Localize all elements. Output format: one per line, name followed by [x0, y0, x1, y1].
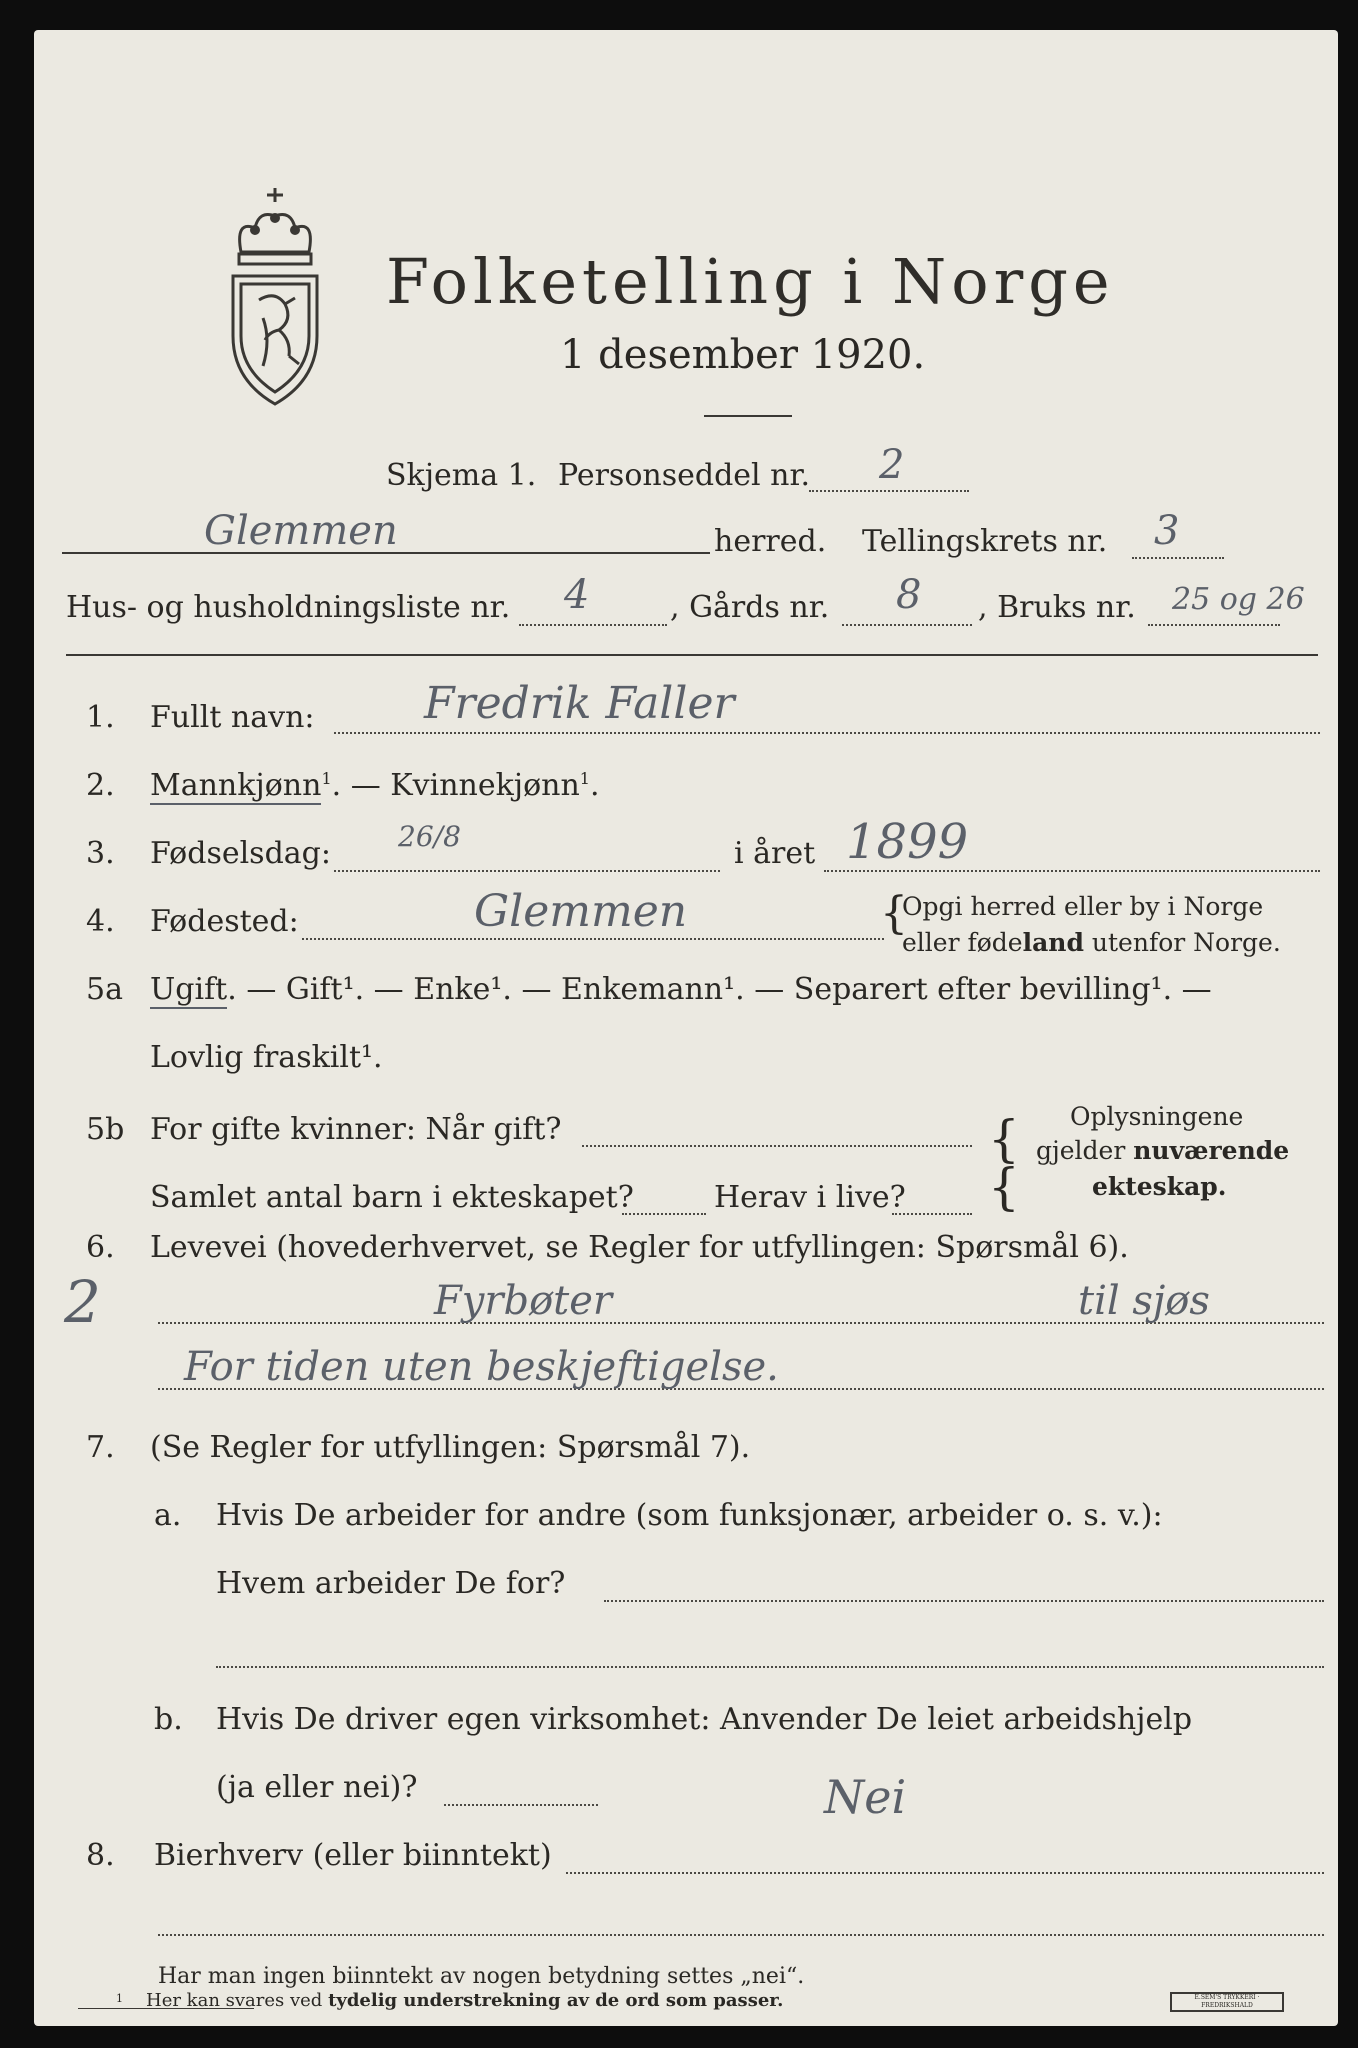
- q4-number: 4.: [86, 904, 115, 939]
- q1-number: 1.: [86, 700, 115, 735]
- q3-number: 3.: [86, 836, 115, 871]
- q5b-married-label: For gifte kvinner: Når gift?: [150, 1112, 562, 1147]
- herred-value: Glemmen: [204, 508, 398, 554]
- occupation-value-cont: til sjøs: [1078, 1278, 1210, 1324]
- nei-instruction: Har man ingen biinntekt av nogen betydning settes „nei“.: [158, 1964, 805, 1989]
- personseddel-value: 2: [879, 442, 905, 488]
- section-divider: [66, 654, 1318, 656]
- q5a-line2: Lovlig fraskilt¹.: [150, 1040, 383, 1075]
- q7a-employer-label: Hvem arbeider De for?: [216, 1566, 566, 1601]
- q4-label: Fødested:: [150, 904, 299, 939]
- census-date: 1 desember 1920.: [560, 332, 926, 378]
- q7-label: (Se Regler for utfyllingen: Spørsmål 7).: [150, 1430, 751, 1465]
- q7b-value: Nei: [824, 1770, 907, 1824]
- q3-year-label: i året: [734, 836, 816, 871]
- q5a-marital-options: Ugift. — Gift¹. — Enke¹. — Enkemann¹. — Separert efter bevilling¹. —: [150, 972, 1212, 1007]
- q6-number: 6.: [86, 1230, 115, 1265]
- q7b-yesno-label: (ja eller nei)?: [216, 1770, 418, 1805]
- q3-label: Fødselsdag:: [150, 836, 331, 871]
- q5b-note-line1: Oplysningene: [1070, 1102, 1244, 1131]
- tellingskrets-label: Tellingskrets nr.: [862, 524, 1108, 559]
- occupation-value: Fyrbøter: [434, 1278, 613, 1324]
- female-option: Kvinnekjønn: [390, 768, 580, 803]
- birth-year-value: 1899: [846, 814, 969, 870]
- q6-margin-mark: 2: [64, 1268, 101, 1336]
- schema-label: Skjema 1.: [386, 458, 537, 493]
- bruks-label: , Bruks nr.: [978, 590, 1136, 625]
- husliste-value: 4: [564, 572, 590, 618]
- q7b-label: Hvis De driver egen virksomhet: Anvender De leiet arbeidshjelp: [216, 1702, 1193, 1737]
- census-form: Folketelling i Norge 1 desember 1920. Skjema 1. Personseddel nr. 2 Glemmen herred. Tellingskrets nr. 3 Hus- og husholdningsliste nr. 4 , Gårds nr. 8 , Bruks nr. 25 og 26 1. Fullt navn: Fredrik Faller 2. Mannkjønn$^1$. — Kvinnekjønn$^1$. 3. Fødselsdag: 26/8 i året 1899 4. Fødested: Glemmen { Opgi herred eller by i Norge eller fødeland utenfor Norge. 5a Ugift. — Gift¹. — Enke¹. — Enkemann¹. — Separert efter bevilling¹. — Lovlig fraskilt¹. 5b For gifte kvinner: Når gift? Samlet antal barn i ekteskapet? Herav i live? { { Oplysningene gjelder nuværende ekteskap. 6. Levevei (hovederhvervet, se Regler for utfyllingen: Spørsmål 6). 2 Fyrbøter til sjøs For tiden uten beskjeftigelse. 7. (Se Regler for utfyllingen: Spørsmål 7). a. Hvis De arbeider for andre (som funksjonær, arbeider o. s. v.): Hvem arbeider De for? b. Hvis De driver egen virksomhet: Anvender De leiet arbeidshjelp (ja eller nei)? Nei 8. Bierhverv (eller biinntekt) Har man ingen biinntekt av nogen betydning settes „nei“. 1 Her kan svares ved tydelig understrekning av de ord som passer. E.SEM'S TRYKKERI · FREDRIKSHALD: [34, 30, 1338, 2026]
- gards-value: 8: [896, 572, 922, 618]
- q7a-letter: a.: [154, 1498, 182, 1533]
- q8-label: Bierhverv (eller biinntekt): [154, 1838, 552, 1873]
- q7-number: 7.: [86, 1430, 115, 1465]
- q7b-letter: b.: [154, 1702, 183, 1737]
- q5a-number: 5a: [86, 972, 123, 1007]
- q7a-label: Hvis De arbeider for andre (som funksjonær, arbeider o. s. v.):: [216, 1498, 1163, 1533]
- husliste-label: Hus- og husholdningsliste nr.: [66, 590, 511, 625]
- herred-label: herred.: [714, 524, 827, 559]
- q5b-children-label: Samlet antal barn i ekteskapet?: [150, 1180, 634, 1215]
- title-divider: [704, 415, 792, 417]
- bruks-value: 25 og 26: [1172, 582, 1305, 617]
- page-title: Folketelling i Norge: [386, 245, 1115, 318]
- gards-label: , Gårds nr.: [670, 590, 830, 625]
- q2-number: 2.: [86, 768, 115, 803]
- occupation-note-value: For tiden uten beskjeftigelse.: [184, 1344, 779, 1390]
- footnote-text: Her kan svares ved tydelig understrekning av de ord som passer.: [146, 1990, 784, 2011]
- coat-of-arms-icon: [219, 180, 331, 410]
- q4-note-line2: eller fødeland utenfor Norge.: [902, 928, 1281, 957]
- q5b-alive-label: Herav i live?: [714, 1180, 906, 1215]
- q8-number: 8.: [86, 1838, 115, 1873]
- birth-day-value: 26/8: [398, 820, 461, 853]
- q4-note-line1: Opgi herred eller by i Norge: [902, 892, 1264, 921]
- full-name-value: Fredrik Faller: [424, 678, 735, 729]
- unmarried-option: Ugift: [150, 972, 228, 1007]
- footnote-number: 1: [116, 1992, 123, 2005]
- q5b-note-line3: ekteskap.: [1092, 1172, 1227, 1201]
- printer-stamp: E.SEM'S TRYKKERI · FREDRIKSHALD: [1170, 1992, 1284, 2012]
- q2-sex-options: Mannkjønn$^1$. — Kvinnekjønn$^1$.: [150, 768, 600, 803]
- q1-label: Fullt navn:: [150, 700, 315, 735]
- male-option: Mannkjønn: [150, 768, 322, 803]
- q5b-note-line2: gjelder nuværende: [1036, 1136, 1290, 1165]
- personseddel-label: Personseddel nr.: [558, 458, 811, 493]
- tellingskrets-value: 3: [1154, 508, 1180, 554]
- q6-label: Levevei (hovederhvervet, se Regler for utfyllingen: Spørsmål 6).: [150, 1230, 1129, 1265]
- birthplace-value: Glemmen: [474, 886, 688, 937]
- q5b-number: 5b: [86, 1112, 125, 1147]
